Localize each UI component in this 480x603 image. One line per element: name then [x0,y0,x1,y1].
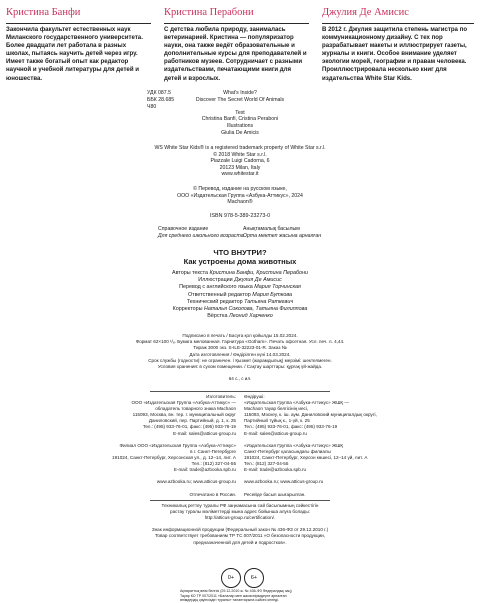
info-line: Даниловский, пер. Партийный, д. 1, к. 25 [148,418,236,424]
isbn: ISBN 978-5-389-23273-0 [209,213,271,219]
credit-value: Татьяна Раткевич [244,298,294,305]
info-line: обладатель товарного знака Machaon [155,406,236,412]
info-line: 115093, Мәскеу, к. іш. аум. Даниловский муниципалдық округі, [244,412,377,418]
author-bio-banfi [6,6,151,83]
age-rating-badge-0: 0+ [221,568,241,588]
info-line: Тел.: (812) 327-04-55 [244,461,289,467]
credit-label: Ответственный редактор [187,291,253,298]
tech-line: Техникалық реттеу туралы РФ заңнамасына сай басылымның сәйкестігін [161,503,319,508]
credit-label: Перевод с английского языка [179,284,255,291]
info-line: Тел.: (495) 933-76-01, факс: (495) 933-76-19 [142,424,236,430]
spacer [0,103,480,110]
illustrator: Giulia De Amicis [221,129,259,136]
translation-copyright: © Перевод, издание на русском языке, [193,186,287,192]
author-description: Закончила факультет естественных наук Миланского государственного университета. Более двадцати лет работала в разных школах, пытаясь научить детей через игру. Имеет также богатый опыт как редактор научной и учебной литературы для детей и юношества. [6,26,143,82]
info-line: E-mail: trade@azbooka.spb.ru [244,467,307,473]
address-line: Piazzale Luigi Cadorna, 6 [210,158,270,165]
credit-line [0,299,480,306]
note-line: Тауар КО ТР 007/2011 «Балалар мен жасөспірімдерге арналған [180,593,287,598]
divider [150,500,330,501]
website-line: www.whitestar.it [221,171,259,178]
trademark-line: WS White Star Kids® is a registered trademark property of White Star s.r.l. [154,145,326,151]
city-line: 20123 Milan, Italy [219,164,261,171]
tech-line: Товар соответствует требованиям ТР ТС 007/2011 «О безопасности продукции, [154,533,326,539]
info-line: 191024, Санкт-Петербург, Херсонская ул., д. 12–14, лит. А [112,454,236,460]
book-title [0,248,480,266]
text-authors: Christina Banfi, Cristina Peraboni [201,116,279,123]
credit-value: Леонид Харченко [228,313,273,320]
edition-type: Анықтамалық басылым [243,226,300,232]
print-line: Подписано в печать / Басуға қол қойылды 15.02.2024. [182,333,298,338]
credit-label: Вёрстка [207,313,229,320]
info-line: Тел.: (812) 327-04-55 [191,461,236,467]
udc-code: УДК 087.5 [147,90,172,96]
info-line: E-mail: sales@atticus-group.ru [244,430,307,436]
info-line: Санкт-Петербург қаласындағы филиалы [244,448,331,454]
edition-type-kz [243,226,321,239]
credits-list [0,270,480,320]
tech-line: предназначенной для детей и подростков». [193,539,287,545]
tech-line: Знак информационной продукции (Федеральный закон № 436-ФЗ от 29.12.2010 г.) [151,527,329,533]
info-line: 115093, Москва, вн. тер. г. муниципальный округ [132,412,236,418]
info-line: Партийный тұйық к., 1-үй, к. 25 [244,418,310,424]
info-line: в г. Санкт-Петербурге [190,448,236,454]
divider [164,23,309,24]
original-subtitle: Discover The Secret World Of Animals [195,96,285,103]
print-line: Срок службы (годности): не ограничен. / Қызмет (жарамдылық) мерзімі: шектелмеген. [148,357,332,363]
original-credits [0,90,480,136]
info-line: www.azbooka.ru; www.atticus-group.ru [244,479,324,485]
credit-line [0,306,480,313]
edition-type-ru [158,226,244,239]
author-bio-de-amicis [322,6,474,83]
kz-info-note [180,589,292,603]
text-label: Text [235,109,245,116]
info-line: Изготовитель: [206,394,236,399]
credit-line [0,270,480,277]
divider [322,23,474,24]
print-line: Тираж 3000 экз. S-ILE-32223-01-R. Заказ № [193,345,287,351]
original-title: What's Inside? [223,90,257,96]
note-line: өнімдердің қауіпсіздігі туралы» талаптарына сәйкес келеді. [180,598,279,603]
credit-value: Наталья Соколова, Татьяна Филиппова [203,306,308,313]
credit-value: Мария Буткова [252,291,293,298]
print-info [0,333,480,383]
info-line: «Издательская Группа «Азбука-Аттикус» ЖШҚ [244,442,344,448]
illustrations-label: Illustrations [226,122,254,129]
author-mark: Ч80 [147,103,157,110]
copyright-line: © 2018 White Star s.r.l. [213,151,267,158]
tech-line: растау туралы мәліметтерді мына адрес бойынша алуға болады: [170,509,310,515]
info-line: «Издательская Группа «Азбука-Аттикус» ЖШҚ — [244,400,349,406]
info-line: Ресейде басып шығарылған. [244,491,306,497]
author-description: В 2012 г. Джулия защитила степень магистра по коммуникационному дизайну. С тех пор разрабатывает макеты и иллюстрирует газеты, журналы и книги. Особое внимание уделяет экологии морей, географии и правам человека. Проиллюстрировала несколько книг для издательства White Star Kids. [322,26,468,82]
credit-line [0,292,480,299]
manufacturer-ru [108,394,236,498]
info-line: www.azbooka.ru; www.atticus-group.ru [156,479,236,485]
print-line: Условия хранения: в сухом помещении. / Сақтау шарттары: құрғақ үй-жайда. [157,364,323,370]
author-name: Джулия Де Амиcис [322,7,409,18]
info-line: Өндіруші: [244,394,265,399]
title-sub: Как устроены дома животных [183,257,297,266]
credit-label: Технический редактор [186,298,245,305]
divider [6,23,151,24]
brand-line: Machaon® [227,199,253,206]
info-line: ООО «Издательская Группа «Азбука-Аттикус» — [131,400,236,406]
print-line: Формат 62×100 ¹/₈. Бумага мелованная. Гарнитура «Gotham». Печать офсетная. Усл. печ. л. 4,44. [135,339,345,345]
info-line: Тел.: (495) 933-76-01, факс: (495) 933-76-19 [244,424,338,430]
credit-value: Кристина Банфи, Кристина Перабони [209,270,309,276]
credit-label: Корректоры [172,306,204,313]
rights-block [0,145,480,178]
publisher-line: ООО «Издательская Группа «Азбука-Аттикус», 2024 [177,192,303,199]
credit-label: Иллюстрации [198,277,235,284]
divider [150,391,330,392]
author-description: С детства любила природу, занималась ветеринарией. Кристина — популяризатор науки, она также ведёт образовательные и дополнительные курсы для преподавателей и работников музеев. Сотрудничает с разными издательствами, печатающими книги для детей и взрослых. [164,26,307,82]
age-rating-badge-6: 6+ [244,568,264,588]
info-line: Machaon тауар белгісінің иесі, [244,406,309,412]
title-main: ЧТО ВНУТРИ? [213,248,267,257]
credit-value: Джулия Де Амиcис [234,277,282,284]
russian-rights [0,186,480,206]
print-line: Дата изготовления / Өндірілген күні 14.03.2024. [189,351,291,357]
note-line: Ақпараттық өнім белгісі (29.12.2010 ж. № 436-ФЗ Федералдық заң) [180,589,292,593]
credit-line [0,284,480,291]
age-group: Орта мектеп жасына арналған [243,232,322,239]
info-line: E-mail: trade@azbooka.spb.ru [173,467,236,473]
page-count: 64 с., с ил. [228,376,252,382]
info-line: E-mail: sales@atticus-group.ru [173,430,236,436]
info-line: Отпечатано в России. [189,491,236,497]
edition-type: Справочное издание [158,226,209,232]
credit-line [0,313,480,320]
author-name: Кристина Перабони [164,7,254,18]
bbk-code: ББК 28.685 [147,96,175,103]
author-name: Кристина Банфи [6,7,81,18]
age-group: Для среднего школьного возраста [158,232,244,239]
manufacturer-kz [244,394,377,498]
tech-line: http://atticus-group.ru/certification/. [204,515,276,521]
info-line: Филиал ООО «Издательская Группа «Азбука-Аттикус» [119,442,236,448]
technical-info [0,503,480,546]
credit-label: Авторы текста [171,270,210,276]
author-bio-peraboni [164,6,309,83]
info-line: 191024, Санкт-Петербург, Херсон көшесі, 12–14 үй, лит. А [244,454,368,460]
credit-value: Мария Торчинская [254,284,301,291]
